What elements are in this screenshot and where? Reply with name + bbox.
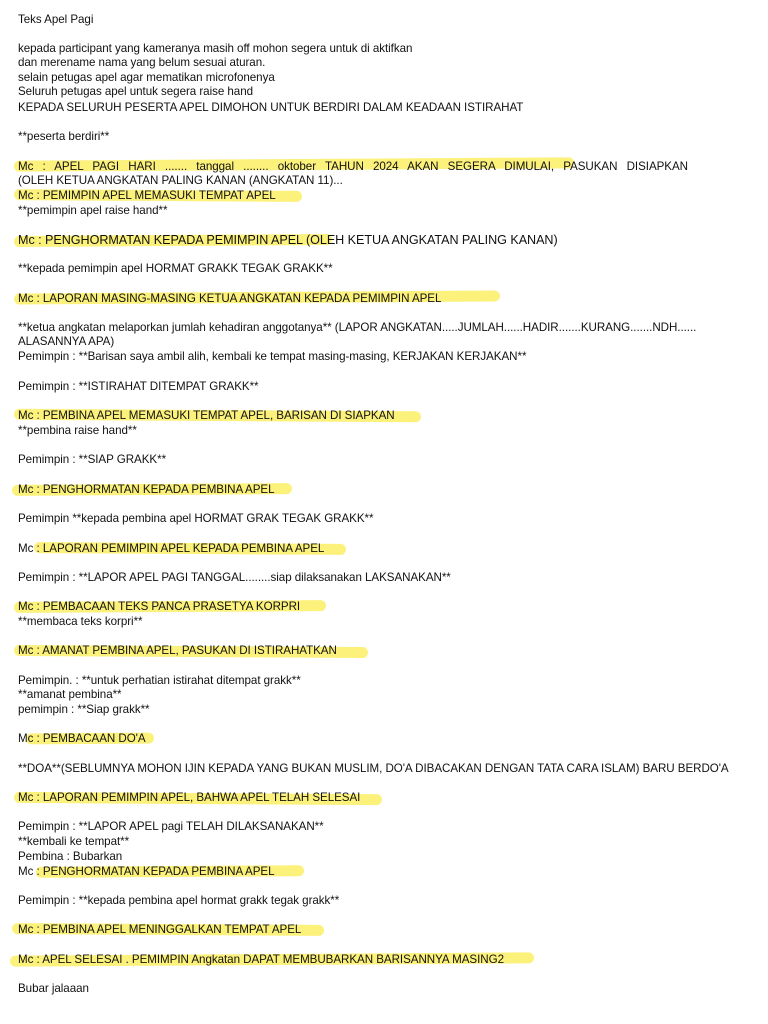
mc-line: Mc : PENGHORMATAN KEPADA PEMIMPIN APEL (OLEH KETUA ANGKATAN PALING KANAN): [18, 233, 558, 247]
mc-line: Mc : PEMBINA APEL MEMASUKI TEMPAT APEL, BARISAN DI SIAPKAN: [18, 409, 395, 422]
pemimpin-line: Pemimpin : **kepada pembina apel hormat grakk tegak grakk**: [18, 894, 340, 907]
stage-direction: **kepada pemimpin apel HORMAT GRAKK TEGAK GRAKK**: [18, 262, 333, 275]
stage-direction: **amanat pembina**: [18, 688, 122, 701]
mc-line: Mc : AMANAT PEMBINA APEL, PASUKAN DI ISTIRAHATKAN: [18, 644, 337, 657]
pemimpin-line: Pemimpin. : **untuk perhatian istirahat ditempat grakk**: [18, 674, 301, 687]
stage-direction: **kembali ke tempat**: [18, 835, 130, 848]
mc-line: Mc : PEMBINA APEL MENINGGALKAN TEMPAT APEL: [18, 923, 302, 936]
closing-line: Bubar jalaaan: [18, 982, 89, 995]
pembina-line: Pembina : Bubarkan: [18, 850, 123, 863]
mc-line: Mc : APEL PAGI HARI ....... tanggal ........ oktober TAHUN 2024 AKAN SEGERA DIMULAI, PASUKAN DISIAPKAN: [18, 160, 688, 173]
stage-direction: **membaca teks korpri**: [18, 615, 143, 628]
mc-line: Mc : PENGHORMATAN KEPADA PEMBINA APEL: [18, 483, 275, 496]
intro-line: kepada participant yang kameranya masih off mohon segera untuk di aktifkan: [18, 42, 413, 55]
mc-line: Mc : LAPORAN MASING-MASING KETUA ANGKATAN KEPADA PEMIMPIN APEL: [18, 292, 442, 305]
mc-line-cont: (OLEH KETUA ANGKATAN PALING KANAN (ANGKATAN 11)...: [18, 174, 343, 187]
pemimpin-line: Pemimpin : **LAPOR APEL pagi TELAH DILAKSANAKAN**: [18, 820, 324, 833]
pemimpin-line: Pemimpin : **Barisan saya ambil alih, kembali ke tempat masing-masing, KERJAKAN KERJAKAN**: [18, 350, 527, 363]
stage-direction: **peserta berdiri**: [18, 130, 110, 143]
pemimpin-line: Pemimpin : **SIAP GRAKK**: [18, 453, 167, 466]
page-title: Teks Apel Pagi: [18, 13, 94, 26]
mc-line: Mc : APEL SELESAI . PEMIMPIN Angkatan DAPAT MEMBUBARKAN BARISANNYA MASING2: [18, 953, 504, 966]
pemimpin-line: Pemimpin : **LAPOR APEL PAGI TANGGAL........siap dilaksanakan LAKSANAKAN**: [18, 571, 451, 584]
pemimpin-line: pemimpin : **Siap grakk**: [18, 703, 150, 716]
stage-direction: **DOA**(SEBLUMNYA MOHON IJIN KEPADA YANG BUKAN MUSLIM, DO'A DIBACAKAN DENGAN TATA CARA ISLAM) BARU BERDO'A: [18, 762, 729, 775]
pemimpin-line: Pemimpin : **ISTIRAHAT DITEMPAT GRAKK**: [18, 380, 259, 393]
mc-line: Mc : PEMIMPIN APEL MEMASUKI TEMPAT APEL: [18, 189, 276, 202]
intro-line: selain petugas apel agar mematikan microfonenya: [18, 71, 275, 84]
stage-direction: **pemimpin apel raise hand**: [18, 204, 168, 217]
mc-line: Mc : LAPORAN PEMIMPIN APEL KEPADA PEMBINA APEL: [18, 542, 325, 555]
stage-direction: **pembina raise hand**: [18, 424, 137, 437]
mc-line: Mc : PEMBACAAN TEKS PANCA PRASETYA KORPRI: [18, 600, 301, 613]
mc-line: Mc : PENGHORMATAN KEPADA PEMBINA APEL: [18, 865, 275, 878]
mc-line: Mc : LAPORAN PEMIMPIN APEL, BAHWA APEL TELAH SELESAI: [18, 791, 361, 804]
mc-line: Mc : PEMBACAAN DO'A: [18, 732, 146, 745]
stage-direction: **ketua angkatan melaporkan jumlah kehadiran anggotanya** (LAPOR ANGKATAN.....JUMLAH......HADIR.......KURANG.......NDH...... ALASANNYA APA): [18, 321, 697, 348]
intro-line: Seluruh petugas apel untuk segera raise hand: [18, 85, 253, 98]
intro-line: KEPADA SELURUH PESERTA APEL DIMOHON UNTUK BERDIRI DALAM KEADAAN ISTIRAHAT: [18, 101, 524, 114]
intro-line: dan merename nama yang belum sesuai aturan.: [18, 56, 266, 69]
pemimpin-line: Pemimpin **kepada pembina apel HORMAT GRAK TEGAK GRAKK**: [18, 512, 374, 525]
